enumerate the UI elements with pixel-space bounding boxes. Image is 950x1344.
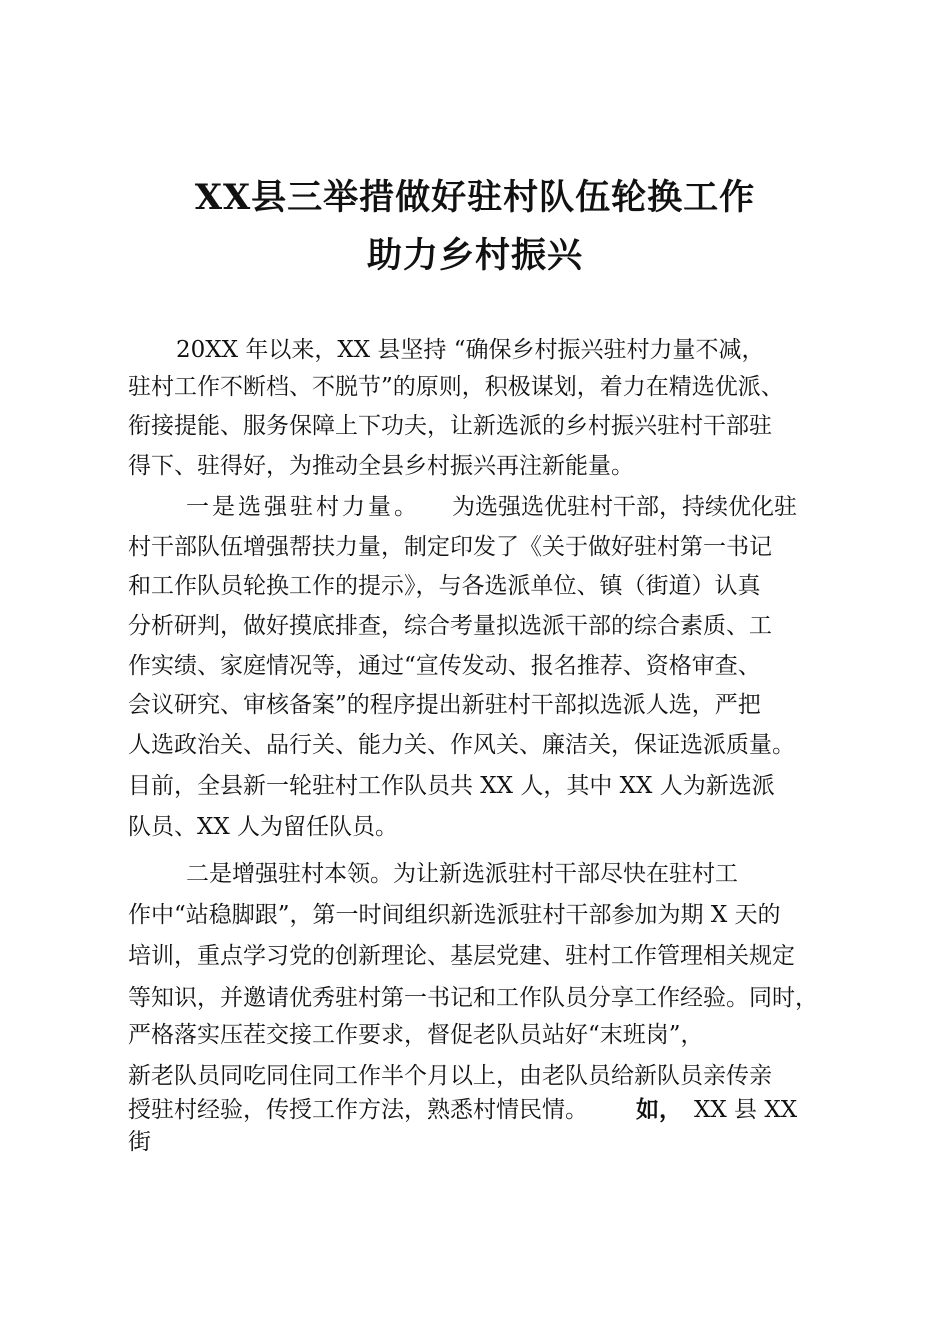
document-title-line-1: XX县三举措做好驻村队伍轮换工作 xyxy=(194,177,756,218)
body-line: 授驻村经验，传授工作方法，熟悉村情民情。 xyxy=(128,1097,588,1123)
body-line: XX 县 XX xyxy=(694,1097,798,1123)
body-line: 衔接提能、服务保障上下功夫，让新选派的乡村振兴驻村干部驻 xyxy=(128,413,772,439)
body-line: 培训，重点学习党的创新理论、基层党建、驻村工作管理相关规定 xyxy=(128,943,795,969)
body-line: 村干部队伍增强帮扶力量，制定印发了《关于做好驻村第一书记 xyxy=(128,534,772,560)
body-line: 街 xyxy=(128,1129,151,1155)
section-heading-1: 一是选强驻村力量。 xyxy=(186,494,420,520)
body-line: 和工作队员轮换工作的提示》，与各选派单位、镇（街道）认真 xyxy=(128,573,761,599)
body-line: 严格落实压茬交接工作要求，督促老队员站好“末班岗”， xyxy=(128,1022,704,1048)
body-line: 分析研判，做好摸底排查，综合考量拟选派干部的综合素质、工 xyxy=(128,613,772,639)
section-heading-2: 二是增强驻村本领。为让新选派驻村干部尽快在驻村工 xyxy=(186,861,738,887)
body-line: 等知识，并邀请优秀驻村第一书记和工作队员分享工作经验。同时， xyxy=(128,985,818,1011)
body-line: 会议研究、审核备案”的程序提出新驻村干部拟选派人选，严把 xyxy=(128,692,761,718)
bold-example-marker: 如， xyxy=(636,1097,682,1123)
body-line: 作实绩、家庭情况等，通过“宣传发动、报名推荐、资格审查、 xyxy=(128,653,761,679)
document-title-line-2: 助力乡村振兴 xyxy=(366,235,583,276)
body-line: 20XX 年以来，XX 县坚持 “确保乡村振兴驻村力量不减， xyxy=(176,337,765,363)
body-line: 目前，全县新一轮驻村工作队员共 XX 人，其中 XX 人为新选派 xyxy=(128,773,775,799)
body-line: 作中“站稳脚跟”，第一时间组织新选派驻村干部参加为期 X 天的 xyxy=(128,902,781,928)
body-line: 得下、驻得好，为推动全县乡村振兴再注新能量。 xyxy=(128,453,634,479)
body-line: 为选强选优驻村干部，持续优化驻 xyxy=(452,494,797,520)
body-line: 队员、XX 人为留任队员。 xyxy=(128,814,399,840)
body-line: 驻村工作不断档、不脱节”的原则，积极谋划，着力在精选优派、 xyxy=(128,374,784,400)
body-line: 新老队员同吃同住同工作半个月以上，由老队员给新队员亲传亲 xyxy=(128,1063,772,1089)
body-line: 人选政治关、品行关、能力关、作风关、廉洁关，保证选派质量。 xyxy=(128,732,795,758)
